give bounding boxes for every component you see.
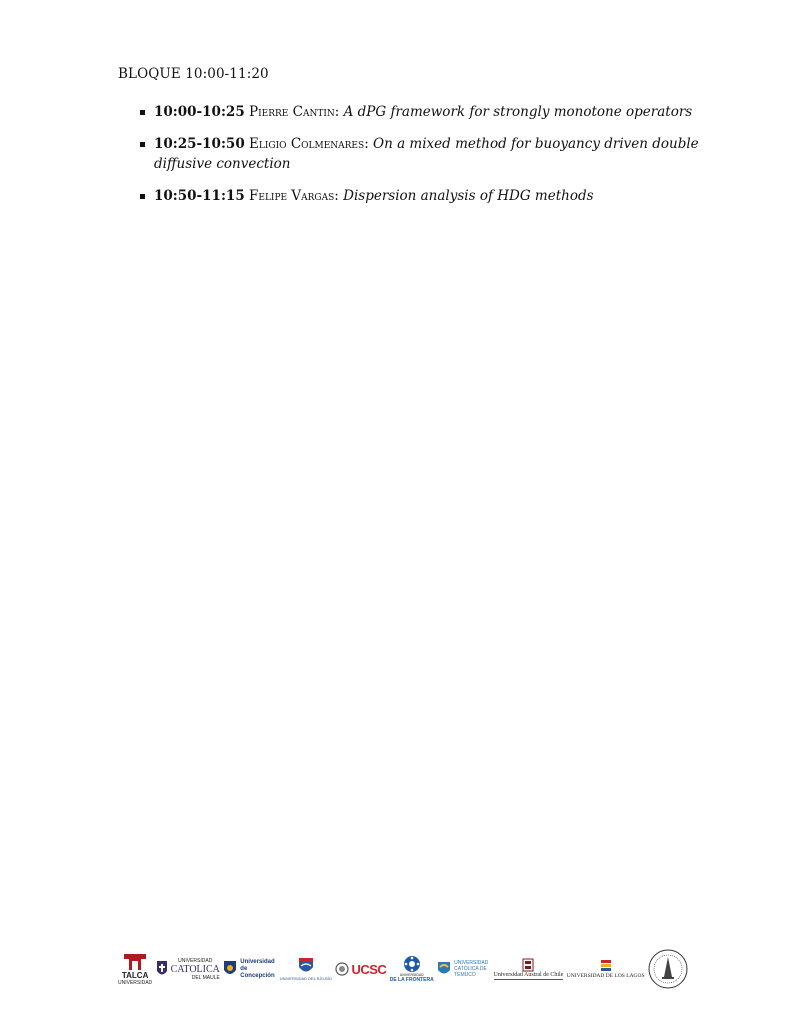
talk-title: Dispersion analysis of HDG methods — [343, 188, 594, 204]
talk-time: 10:25-10:50 — [154, 136, 245, 152]
ubiobio-shield-icon — [298, 956, 314, 976]
ubiobio-logo — [280, 956, 332, 982]
uct-logo — [437, 960, 490, 978]
ulagos-name: UNIVERSIDAD DE LOS LAGOS — [566, 972, 645, 979]
ucsc-name: UCSC — [351, 961, 387, 977]
udec-shield-icon — [223, 960, 237, 978]
talk-item: 10:00-10:25 Pierre Cantin: A dPG framework for strongly monotone operators — [140, 102, 700, 122]
sponsor-logos — [118, 946, 688, 992]
seal-logo — [648, 949, 688, 989]
ufro-name: DE LA FRONTERA — [389, 977, 434, 983]
talk-title: On a mixed method for buoyancy driven double diffusive convection — [154, 136, 699, 172]
talk-item: 10:50-11:15 Felipe Vargas: Dispersion analysis of HDG methods — [140, 186, 700, 206]
utalca-logo — [118, 953, 152, 986]
ulagos-logo — [567, 959, 645, 980]
uct-shield-icon — [437, 961, 451, 977]
ucm-name: CATOLICA — [170, 963, 220, 975]
talk-speaker: Pierre Cantin — [249, 104, 335, 120]
talk-speaker: Felipe Vargas — [249, 188, 335, 204]
utalca-sub: UNIVERSIDAD — [118, 979, 153, 986]
uach-logo — [494, 958, 564, 980]
ucm-logo — [156, 958, 220, 981]
uach-emblem-icon — [522, 958, 534, 972]
ucm-pre: UNIVERSIDAD — [178, 957, 213, 964]
ulagos-flag-icon — [600, 959, 612, 973]
ubiobio-name: UNIVERSIDAD DEL BÍO-BÍO — [279, 976, 333, 981]
talk-time: 10:00-10:25 — [154, 104, 245, 120]
bullet-icon — [140, 142, 145, 147]
ucm-sub: DEL MAULE — [191, 974, 220, 981]
talk-time: 10:50-11:15 — [154, 188, 245, 204]
block-title: BLOQUE 10:00-11:20 — [118, 66, 269, 82]
utalca-name: TALCA — [121, 970, 149, 980]
utalca-icon — [121, 953, 149, 971]
talk-item: 10:25-10:50 Eligio Colmenares: On a mixed method for buoyancy driven double diffusive convection — [140, 134, 700, 174]
bullet-icon — [140, 194, 145, 199]
ufro-emblem-icon — [402, 955, 422, 973]
udec-name: Universidad de Concepción — [240, 958, 275, 979]
ucm-shield-icon — [156, 960, 168, 978]
bullet-icon — [140, 110, 145, 115]
university-seal-icon — [648, 949, 688, 989]
ucsc-logo — [335, 962, 386, 977]
udec-logo — [223, 959, 276, 980]
ufro-pre: UNIVERSIDAD — [399, 973, 424, 977]
talk-list — [140, 102, 700, 218]
talk-title: A dPG framework for strongly monotone operators — [343, 104, 693, 120]
ufro-logo — [390, 955, 434, 983]
ucsc-seal-icon — [335, 962, 349, 976]
uct-name: UNIVERSIDAD CATÓLICA DE TEMUCO — [454, 960, 489, 978]
talk-speaker: Eligio Colmenares — [249, 136, 365, 152]
uach-name: Universidad Austral de Chile — [493, 972, 564, 978]
